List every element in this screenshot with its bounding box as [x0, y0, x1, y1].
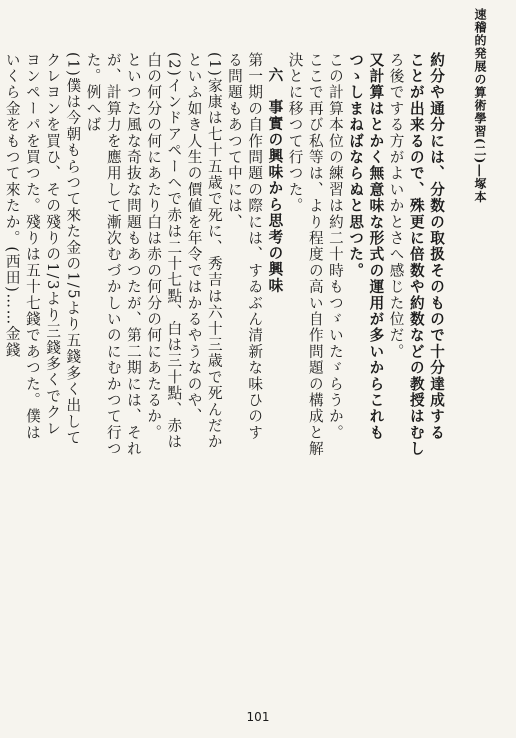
body-text: [3, 52, 446, 682]
text-line: 第一期の自作問題の際には、すゐぶん清新な味ひのす: [246, 52, 264, 441]
text-line: [0, 52, 2, 682]
text-line: いくら金をもつて來たか。(西田)……金錢: [3, 52, 21, 359]
text-line: が、計算力を應用して漸次むづかしいのにむかつて行つ: [104, 52, 122, 457]
text-line: クレヨンを買ひ、その殘りの1/3より三錢多くでクレ: [44, 52, 62, 437]
text-line: 又計算はとかく無意味な形式の運用が多いからこれも: [367, 52, 385, 441]
page-number: 101: [246, 710, 270, 724]
text-line: つゝしまねばならぬと思つた。: [347, 52, 365, 279]
text-line: (2)インドアペーヘで赤は二十七點、白は三十點、赤は: [165, 52, 183, 451]
text-line: ここで再び私等は、より程度の高い自作問題の構成と解: [306, 52, 324, 457]
text-line: この計算本位の練習は約二十時もつゞいたゞらうか。: [326, 52, 344, 441]
text-line: 決とに移つて行つた。: [286, 52, 304, 214]
text-line: ことが出来るので、殊更に倍数や約数などの教授はむし: [407, 52, 425, 457]
text-line: 約分や通分には、分数の取扱そのもので十分達成する: [428, 52, 445, 441]
text-line: ヨンペーパを買つた。殘りは五十七錢であつた。僕は: [23, 52, 41, 441]
text-line: といつた風な奇抜な問題もあつたが、第二期には、それ: [124, 52, 142, 457]
text-line: た。例へば: [84, 52, 102, 133]
text-line: る問題もあつて中には、: [225, 52, 243, 231]
running-header: 速稽的発展の算術學習(二)―塚本: [473, 8, 487, 204]
text-line: ろ後でする方がよいかとさへ感じた位だ。: [387, 52, 405, 360]
text-line: (1)家康は七十五歳で死に、秀吉は六十三歳で死んだか: [205, 52, 223, 451]
section-heading: 六 事實の興味から思考の興味: [266, 66, 284, 294]
text-line: (1)僕は今朝もらつて來た金の1/5より五錢多く出して: [64, 52, 82, 446]
text-line: 白の何分の何にあたり白は赤の何分の何にあたるか。: [145, 52, 163, 441]
text-line: といふ如き人生の價値を年令ではかるやうなのや、: [185, 52, 203, 425]
